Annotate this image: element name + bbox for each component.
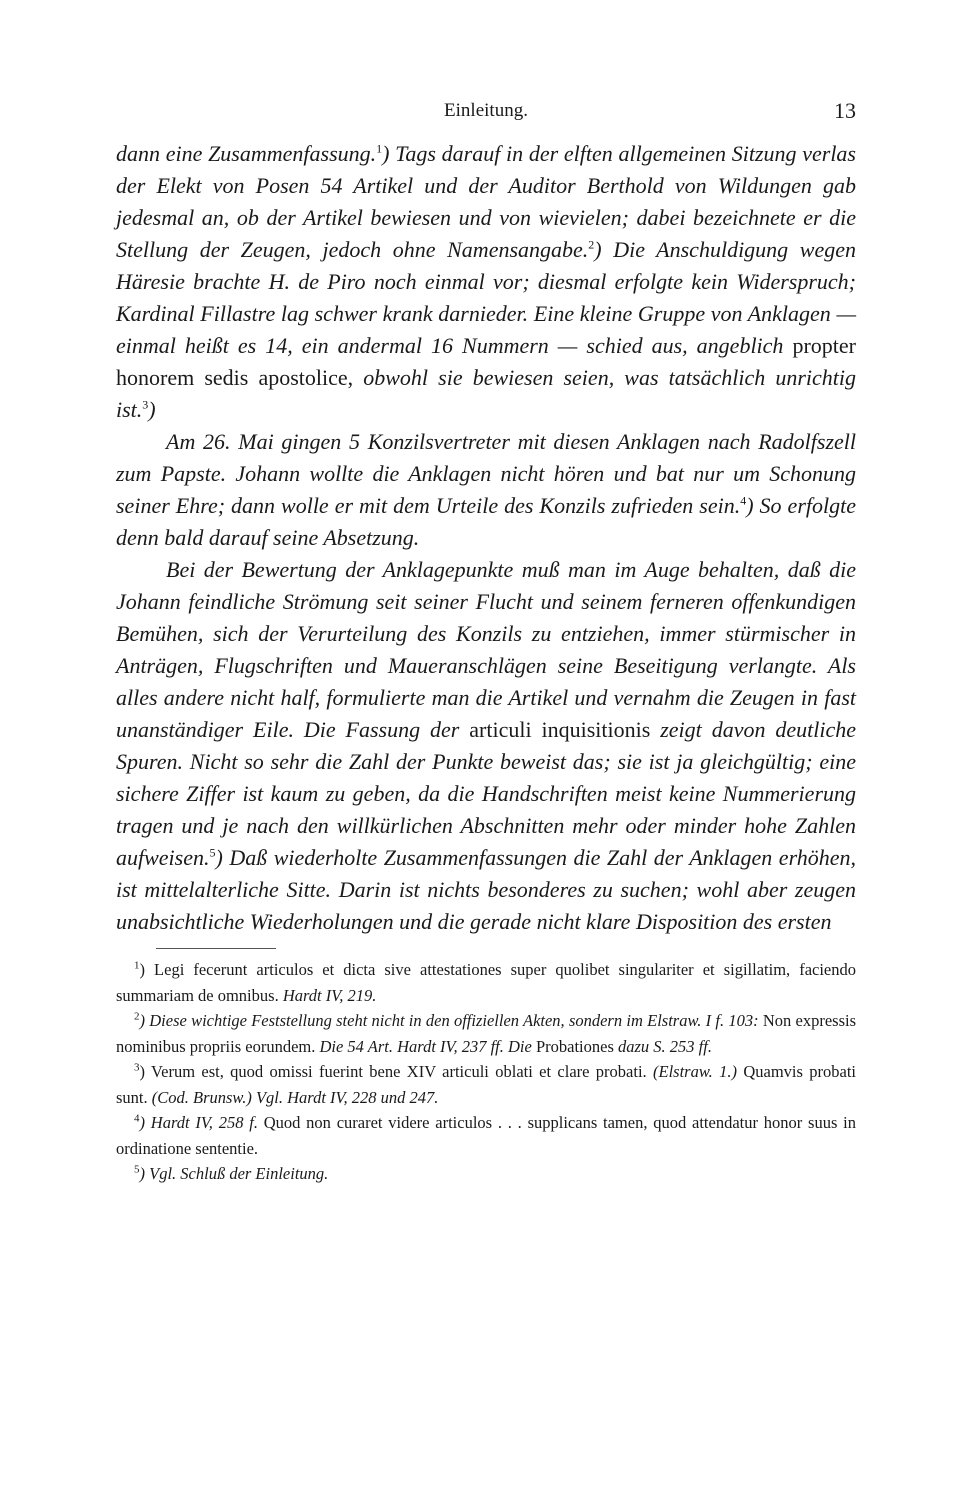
footnote-divider bbox=[156, 948, 276, 949]
text-run: dann eine Zusammenfassung. bbox=[116, 141, 377, 166]
footnote-number: 5 bbox=[134, 1163, 140, 1176]
paragraph bbox=[116, 426, 856, 554]
text-run: Am 26. Mai gingen 5 Konzilsvertreter mit diesen Anklagen nach Radolfszell zum Papste. Johann wollte die Anklagen nicht hören und bat nur um Schonung seiner Ehre; dann wolle er mit dem Urteile des Konzils zufrieden sein. bbox=[116, 429, 856, 518]
footnote-reference: 4 bbox=[740, 493, 747, 508]
text-run: ) Die Anschuldigung wegen Häresie brachte H. de Piro noch einmal vor; diesmal erfolgte kein Widerspruch; Kardinal Fillastre lag schwer krank darnieder. Eine kleine Gruppe von Anklagen — einmal heißt es 14, ein andermal 16 Nummern — schied aus, angeblich bbox=[116, 237, 856, 358]
paragraph bbox=[116, 138, 856, 426]
text-run: ) Verum est, quod omissi fuerint bene XIV articuli oblati et clare probati. bbox=[139, 1062, 654, 1081]
footnote bbox=[116, 1008, 856, 1059]
running-head bbox=[116, 96, 856, 132]
text-run: ) Tags darauf in der elften allgemeinen Sitzung verlas der Elekt von Posen 54 Artikel und der Auditor Berthold von Wildungen gab jedesmal an, ob der Artikel bewiesen und von wievielen; dabei bezeichnete er die Stellung der Zeugen, jedoch ohne Namensangabe. bbox=[116, 141, 856, 262]
footnote-number: 2 bbox=[134, 1010, 140, 1023]
footnote bbox=[116, 1059, 856, 1110]
footnote bbox=[116, 957, 856, 1008]
text-run: Non expressis nominibus propriis eorundem. bbox=[116, 1011, 856, 1056]
text-run: dazu S. 253 ff. bbox=[613, 1036, 712, 1056]
text-run: ) So erfolgte denn bald darauf seine Absetzung. bbox=[116, 493, 856, 550]
text-run: obwohl sie bewiesen seien, was tatsächlich unrichtig ist. bbox=[116, 365, 856, 422]
footnote-number: 1 bbox=[134, 959, 140, 972]
text-run: ) bbox=[148, 397, 156, 422]
page-number: 13 bbox=[834, 98, 856, 123]
text-run: ) Daß wiederholte Zusammenfassungen die Zahl der Anklagen erhöhen, ist mittelalterliche Sitte. Darin ist nichts besonderes zu suchen; wohl aber zeugen unabsichtliche Wiederholungen und die gerade nicht klare Disposition des ersten bbox=[116, 845, 856, 934]
footnote-number: 4 bbox=[134, 1112, 140, 1125]
footnotes bbox=[116, 957, 856, 1187]
footnote-reference: 2 bbox=[588, 237, 595, 252]
text-run: Probationes bbox=[535, 1036, 614, 1056]
text-run: ) Diese wichtige Feststellung steht nicht in den offiziellen Akten, sondern im Elstraw. I f. 103: bbox=[139, 1011, 759, 1030]
paragraph bbox=[116, 554, 856, 938]
text-run: articuli inquisitionis bbox=[469, 717, 651, 742]
body-text bbox=[116, 138, 856, 938]
text-run: ) Legi fecerunt articulos et dicta sive attestationes super quolibet singulariter et sigillatim, faciendo summariam de omnibus. bbox=[116, 960, 856, 1005]
running-title: Einleitung. bbox=[444, 100, 528, 121]
text-run: Die 54 Art. Hardt IV, 237 ff. Die bbox=[319, 1036, 536, 1056]
footnote bbox=[116, 1110, 856, 1161]
text-run: zeigt davon deutliche Spuren. Nicht so sehr die Zahl der Punkte beweist das; sie ist ja gleichgültig; eine sichere Ziffer ist kaum zu geben, da die Handschriften meist keine Nummerierung tragen und je nach den willkürlichen Abschnitten mehr oder minder hohe Zahlen aufweisen. bbox=[116, 717, 857, 870]
text-run: (Cod. Brunsw.) Vgl. Hardt IV, 228 und 247. bbox=[151, 1087, 439, 1107]
text-run: Quod non curaret videre articulos . . . supplicans tamen, quod attendatur honor suus in ordinatione sententie. bbox=[116, 1113, 856, 1158]
footnote-reference: 5 bbox=[209, 845, 216, 860]
footnote-number: 3 bbox=[134, 1061, 140, 1074]
text-run: Bei der Bewertung der Anklagepunkte muß man im Auge behalten, daß die Johann feindliche Strömung seit seiner Flucht und seinem ferneren offenkundigen Bemühen, sich der Verurteilung des Konzils zu entziehen, immer stürmischer in Anträgen, Flugschriften und Maueranschlägen seine Beseitigung verlangte. Als alles andere nicht half, formulierte man die Artikel und vernahm die Zeugen in fast unanständiger Eile. Die Fassung der bbox=[116, 557, 856, 742]
text-run: (Elstraw. 1.) bbox=[653, 1062, 737, 1081]
text-run: ) Hardt IV, 258 f. bbox=[139, 1113, 258, 1132]
text-run: Quamvis probati sunt. bbox=[116, 1062, 856, 1107]
book-page bbox=[116, 96, 856, 1187]
text-run: Hardt IV, 219. bbox=[282, 985, 377, 1005]
text-run: ) Vgl. Schluß der Einleitung. bbox=[139, 1164, 329, 1183]
footnote bbox=[116, 1161, 856, 1187]
footnote-reference: 3 bbox=[142, 397, 149, 412]
text-run: propter honorem sedis apostolice, bbox=[116, 333, 856, 390]
footnote-reference: 1 bbox=[376, 141, 383, 156]
